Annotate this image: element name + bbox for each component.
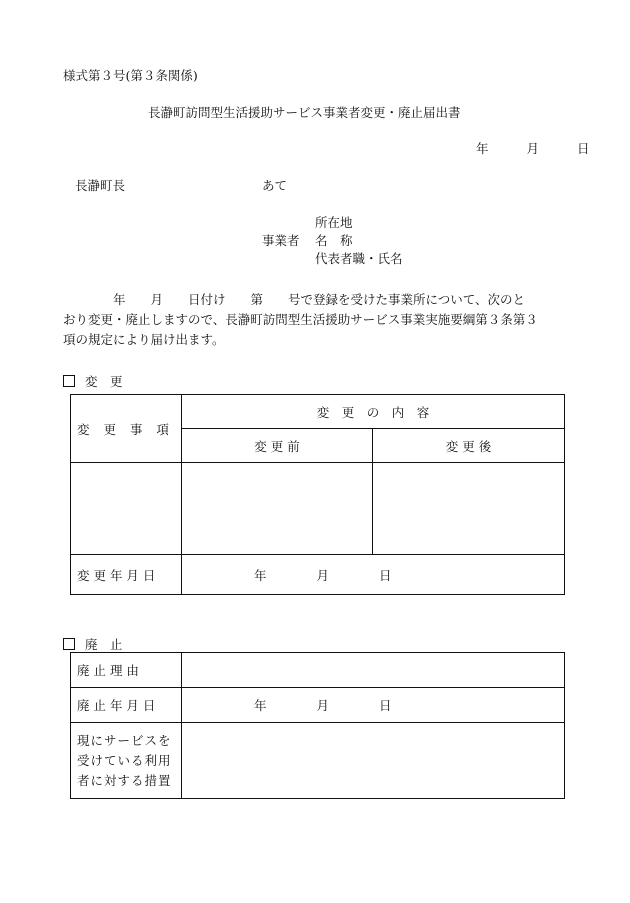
abolish-checkbox[interactable] xyxy=(63,638,75,650)
abolish-reason-cell[interactable] xyxy=(182,653,565,688)
date-month-label: 月 xyxy=(526,141,539,156)
document-title: 長瀞町訪問型生活援助サービス事業者変更・廃止届出書 xyxy=(148,105,461,120)
applicant-rep-label: 代表者職・氏名 xyxy=(315,251,403,266)
change-checkbox[interactable] xyxy=(63,375,75,387)
change-before-header: 変 更 前 xyxy=(182,429,373,463)
change-after-header: 変 更 後 xyxy=(373,429,565,463)
abolish-date-value[interactable] xyxy=(182,688,565,723)
abolish-table xyxy=(70,652,565,799)
change-item-header: 変 更 事 項 xyxy=(71,395,182,463)
abolish-measures-label xyxy=(71,723,182,799)
date-year-label: 年 xyxy=(476,141,489,156)
change-after-cell[interactable] xyxy=(373,463,565,555)
measures-line-3: 者に対する措置 xyxy=(77,772,172,788)
abolish-reason-label: 廃 止 理 由 xyxy=(71,653,182,688)
abolish-section-heading xyxy=(63,635,123,653)
measures-line-1: 現にサービスを xyxy=(77,732,172,748)
date-day-label: 日 xyxy=(576,141,590,156)
body-line-1: 年 月 日付け 第 号で登録を受けた事業所について、次のと xyxy=(63,292,526,307)
abolish-heading-text: 廃 止 xyxy=(85,637,123,652)
change-item-cell[interactable] xyxy=(71,463,182,555)
addressee-suffix: あて xyxy=(262,178,288,193)
applicant-name-label: 名 称 xyxy=(315,233,353,248)
body-line-3: 項の規定により届け出ます。 xyxy=(63,332,225,347)
abolish-date-text: 年 月 日 xyxy=(254,698,392,713)
addressee-name: 長瀞町長 xyxy=(75,178,126,193)
submission-date xyxy=(476,139,589,157)
applicant-label: 事業者 xyxy=(262,233,300,248)
change-heading-text: 変 更 xyxy=(85,374,123,389)
measures-line-2: 受けている利用 xyxy=(77,752,172,768)
abolish-date-label: 廃 止 年 月 日 xyxy=(71,688,182,723)
change-content-header: 変 更 の 内 容 xyxy=(182,395,565,429)
form-number: 様式第３号(第３条関係) xyxy=(63,68,198,83)
change-date-text: 年 月 日 xyxy=(254,567,392,583)
abolish-measures-cell[interactable] xyxy=(182,723,565,799)
change-before-cell[interactable] xyxy=(182,463,373,555)
change-table xyxy=(70,394,565,595)
change-section-heading xyxy=(63,372,123,390)
applicant-address-label: 所在地 xyxy=(315,215,353,230)
body-line-2: おり変更・廃止しますので、長瀞町訪問型生活援助サービス事業実施要綱第３条第３ xyxy=(63,312,538,327)
change-date-value[interactable] xyxy=(182,555,565,595)
change-date-label: 変 更 年 月 日 xyxy=(71,555,182,595)
